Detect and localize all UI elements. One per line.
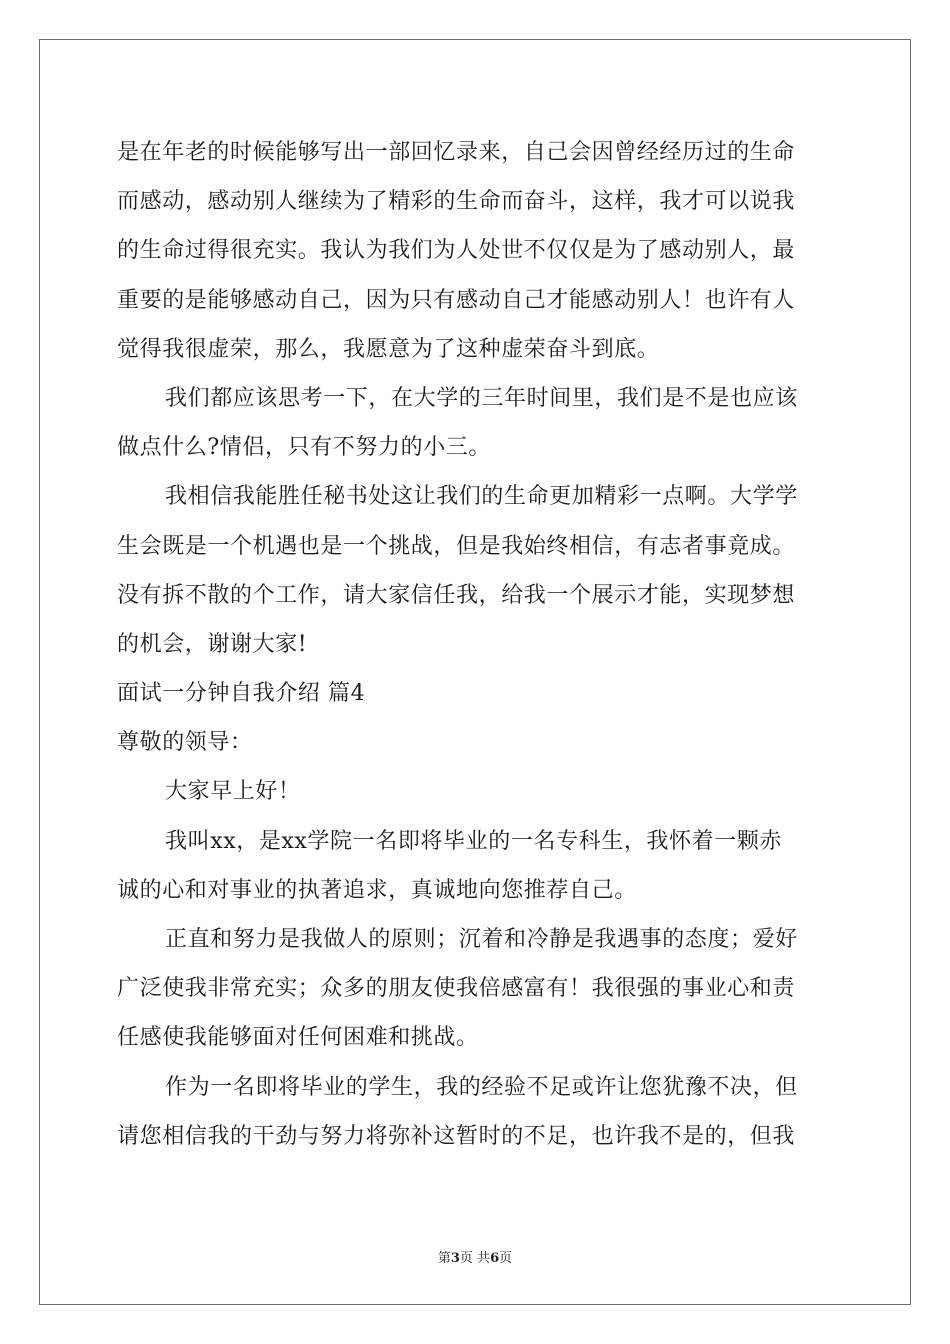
- page-number-suffix: 页: [499, 1251, 513, 1266]
- text-line-18: 广泛使我非常充实；众多的朋友使我倍感富有！我很强的事业心和责: [117, 976, 796, 1002]
- page-number-prefix: 第: [437, 1251, 451, 1266]
- text-line-5: 觉得我很虚荣，那么，我愿意为了这种虚荣奋斗到底。: [117, 336, 660, 362]
- greeting: 大家早上好！: [165, 779, 301, 805]
- text-line-20: 作为一名即将毕业的学生，我的经验不足或许让您犹豫不决，但: [165, 1074, 798, 1100]
- text-line-3: 的生命过得很充实。我认为我们为人处世不仅仅是为了感动别人，最: [117, 238, 796, 264]
- text-line-21: 请您相信我的干劲与努力将弥补这暂时的不足，也许我不是的，但我: [117, 1123, 796, 1149]
- text-line-8: 我相信我能胜任秘书处这让我们的生命更加精彩一点啊。大学学: [165, 484, 798, 510]
- text-line-2: 而感动，感动别人继续为了精彩的生命而奋斗，这样，我才可以说我: [117, 189, 796, 215]
- text-line-9: 生会既是一个机遇也是一个挑战，但是我始终相信，有志者事竟成。: [117, 533, 796, 559]
- text-line-6: 我们都应该思考一下，在大学的三年时间里，我们是不是也应该: [165, 385, 798, 411]
- section-heading: 面试一分钟自我介绍 篇4: [117, 681, 366, 707]
- text-line-16: 诚的心和对事业的执著追求，真诚地向您推荐自己。: [117, 877, 637, 903]
- text-line-7: 做点什么?情侣，只有不努力的小三。: [117, 435, 491, 461]
- text-line-11: 的机会，谢谢大家!: [117, 631, 308, 657]
- page-footer: [0, 1247, 950, 1266]
- page-number-total: 6: [490, 1251, 500, 1266]
- text-line-17: 正直和努力是我做人的原则；沉着和冷静是我遇事的态度；爱好: [165, 927, 798, 952]
- text-line-1: 是在年老的时候能够写出一部回忆录来，自己会因曾经经历过的生命: [117, 140, 796, 165]
- salutation: 尊敬的领导：: [117, 730, 253, 756]
- text-line-19: 任感使我能够面对任何困难和挑战。: [117, 1025, 479, 1051]
- text-line-4: 重要的是能够感动自己，因为只有感动自己才能感动别人！也许有人: [117, 287, 796, 313]
- text-line-10: 没有拆不散的个工作，请大家信任我，给我一个展示才能，实现梦想: [117, 582, 796, 608]
- document-body: [117, 128, 835, 1161]
- text-line-15: 我叫xx，是xx学院一名即将毕业的一名专科生，我怀着一颗赤: [165, 828, 783, 854]
- page-number-mid: 页 共: [459, 1251, 491, 1266]
- page-number-current: 3: [450, 1251, 460, 1266]
